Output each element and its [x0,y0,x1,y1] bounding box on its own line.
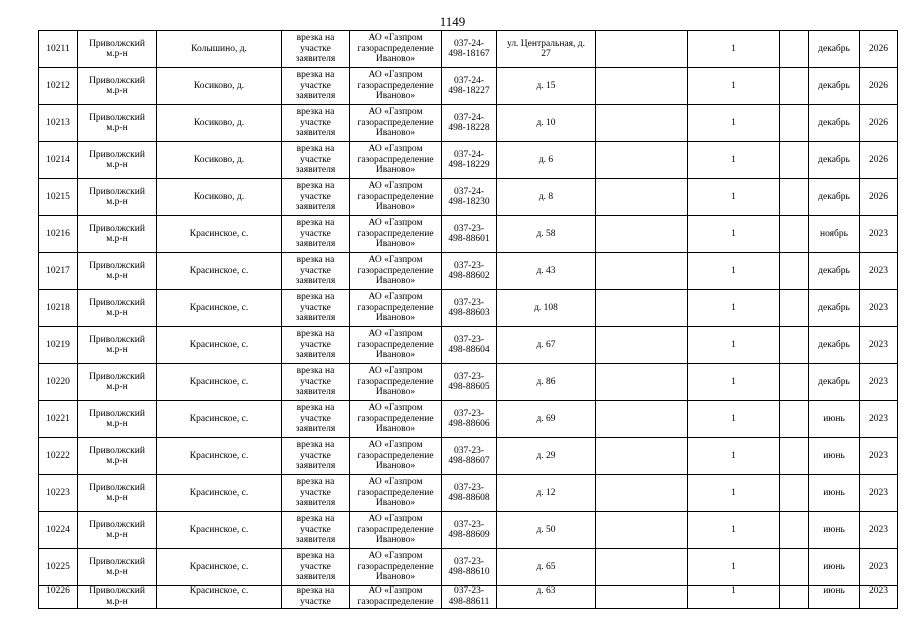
work-type-cell: врезка на участке заявителя [282,549,350,586]
quantity-cell: 1 [688,216,780,253]
quantity-cell: 1 [688,68,780,105]
address-cell: д. 86 [497,364,596,401]
row-id-cell: 10224 [39,512,78,549]
locality-cell: Косиково, д. [157,179,282,216]
work-type-cell: врезка на участке заявителя [282,438,350,475]
year-cell: 2026 [860,68,898,105]
district-cell: Приволжский м.р-н [78,31,157,68]
table-row [39,105,898,142]
empty-cell [596,105,688,142]
district-cell: Приволжский м.р-н [78,105,157,142]
organization-cell: АО «Газпром газораспределение Иваново» [350,364,442,401]
quantity-cell: 1 [688,253,780,290]
object-code-cell: 037-24- 498-18167 [442,31,497,68]
empty-cell [780,475,809,512]
quantity-cell: 1 [688,438,780,475]
work-type-cell: врезка на участке заявителя [282,290,350,327]
month-cell: декабрь [809,68,860,105]
month-cell: июнь [809,512,860,549]
locality-cell: Косиково, д. [157,105,282,142]
year-cell: 2023 [860,401,898,438]
organization-cell: АО «Газпром газораспределение Иваново» [350,105,442,142]
object-code-cell: 037-23- 498-88604 [442,327,497,364]
locality-cell: Красинское, с. [157,216,282,253]
object-code-cell: 037-23- 498-88608 [442,475,497,512]
district-cell: Приволжский м.р-н [78,68,157,105]
table-row [39,290,898,327]
work-type-cell: врезка на участке заявителя [282,327,350,364]
empty-cell [780,253,809,290]
object-code-cell: 037-24- 498-18229 [442,142,497,179]
empty-cell [780,142,809,179]
quantity-cell: 1 [688,179,780,216]
locality-cell: Красинское, с. [157,401,282,438]
organization-cell: АО «Газпром газораспределение Иваново» [350,253,442,290]
month-cell: декабрь [809,31,860,68]
locality-cell: Красинское, с. [157,438,282,475]
address-cell: д. 12 [497,475,596,512]
month-cell: декабрь [809,179,860,216]
row-id-cell: 10214 [39,142,78,179]
empty-cell [596,549,688,586]
address-cell: д. 29 [497,438,596,475]
organization-cell: АО «Газпром газораспределение Иваново» [350,438,442,475]
row-id-cell: 10215 [39,179,78,216]
page-number: 1149 [439,14,466,29]
month-cell: декабрь [809,142,860,179]
table-row [39,475,898,512]
locality-cell: Красинское, с. [157,586,282,609]
address-cell: д. 108 [497,290,596,327]
table-row [39,327,898,364]
empty-cell [780,364,809,401]
row-id-cell: 10219 [39,327,78,364]
work-type-cell: врезка на участке заявителя [282,475,350,512]
organization-cell: АО «Газпром газораспределение Иваново» [350,290,442,327]
quantity-cell: 1 [688,586,780,609]
month-cell: июнь [809,549,860,586]
year-cell: 2023 [860,216,898,253]
year-cell: 2023 [860,364,898,401]
table-row [39,401,898,438]
empty-cell [596,31,688,68]
empty-cell [596,216,688,253]
address-cell: д. 15 [497,68,596,105]
district-cell: Приволжский м.р-н [78,179,157,216]
year-cell: 2026 [860,31,898,68]
table-row [39,68,898,105]
district-cell: Приволжский м.р-н [78,142,157,179]
work-type-cell: врезка на участке заявителя [282,401,350,438]
organization-cell: АО «Газпром газораспределение Иваново» [350,327,442,364]
work-type-cell: врезка на участке заявителя [282,105,350,142]
organization-cell: АО «Газпром газораспределение [350,586,442,609]
object-code-cell: 037-23- 498-88601 [442,216,497,253]
table-row [39,253,898,290]
month-cell: июнь [809,438,860,475]
row-id-cell: 10221 [39,401,78,438]
locality-cell: Косиково, д. [157,68,282,105]
table-row [39,586,898,609]
locality-cell: Красинское, с. [157,475,282,512]
district-cell: Приволжский м.р-н [78,327,157,364]
object-code-cell: 037-23- 498-88602 [442,253,497,290]
empty-cell [596,438,688,475]
year-cell: 2023 [860,438,898,475]
month-cell: декабрь [809,364,860,401]
work-type-cell: врезка на участке заявителя [282,512,350,549]
object-code-cell: 037-24- 498-18228 [442,105,497,142]
year-cell: 2026 [860,105,898,142]
empty-cell [780,105,809,142]
work-type-cell: врезка на участке заявителя [282,31,350,68]
empty-cell [780,512,809,549]
work-type-cell: врезка на участке заявителя [282,179,350,216]
month-cell: декабрь [809,327,860,364]
row-id-cell: 10218 [39,290,78,327]
table-row [39,438,898,475]
table-row [39,549,898,586]
organization-cell: АО «Газпром газораспределение Иваново» [350,401,442,438]
object-code-cell: 037-23- 498-88609 [442,512,497,549]
quantity-cell: 1 [688,364,780,401]
address-cell: ул. Центральная, д. 27 [497,31,596,68]
month-cell: июнь [809,401,860,438]
empty-cell [780,179,809,216]
work-type-cell: врезка на участке [282,586,350,609]
locality-cell: Красинское, с. [157,290,282,327]
work-type-cell: врезка на участке заявителя [282,364,350,401]
empty-cell [596,327,688,364]
row-id-cell: 10217 [39,253,78,290]
work-type-cell: врезка на участке заявителя [282,142,350,179]
year-cell: 2023 [860,475,898,512]
year-cell: 2026 [860,142,898,179]
empty-cell [596,142,688,179]
empty-cell [596,68,688,105]
empty-cell [596,179,688,216]
address-cell: д. 69 [497,401,596,438]
row-id-cell: 10223 [39,475,78,512]
address-cell: д. 65 [497,549,596,586]
quantity-cell: 1 [688,549,780,586]
object-code-cell: 037-23- 498-88607 [442,438,497,475]
address-cell: д. 43 [497,253,596,290]
object-code-cell: 037-23- 498-88603 [442,290,497,327]
object-code-cell: 037-23- 498-88606 [442,401,497,438]
empty-cell [780,31,809,68]
row-id-cell: 10211 [39,31,78,68]
empty-cell [596,586,688,609]
address-cell: д. 6 [497,142,596,179]
district-cell: Приволжский м.р-н [78,549,157,586]
year-cell: 2023 [860,512,898,549]
organization-cell: АО «Газпром газораспределение Иваново» [350,68,442,105]
table-row [39,179,898,216]
month-cell: декабрь [809,105,860,142]
object-code-cell: 037-23- 498-88605 [442,364,497,401]
empty-cell [596,512,688,549]
empty-cell [780,68,809,105]
district-cell: Приволжский м.р-н [78,364,157,401]
empty-cell [780,401,809,438]
year-cell: 2023 [860,290,898,327]
locality-cell: Красинское, с. [157,549,282,586]
year-cell: 2026 [860,179,898,216]
year-cell: 2023 [860,327,898,364]
empty-cell [780,586,809,609]
object-code-cell: 037-23- 498-88610 [442,549,497,586]
empty-cell [596,364,688,401]
district-cell: Приволжский м.р-н [78,401,157,438]
object-code-cell: 037-24- 498-18230 [442,179,497,216]
empty-cell [780,290,809,327]
quantity-cell: 1 [688,512,780,549]
month-cell: декабрь [809,290,860,327]
work-type-cell: врезка на участке заявителя [282,216,350,253]
month-cell: июнь [809,586,860,609]
address-cell: д. 8 [497,179,596,216]
row-id-cell: 10220 [39,364,78,401]
object-code-cell: 037-23- 498-88611 [442,586,497,609]
district-cell: Приволжский м.р-н [78,438,157,475]
row-id-cell: 10213 [39,105,78,142]
empty-cell [780,216,809,253]
table-row [39,512,898,549]
empty-cell [596,290,688,327]
empty-cell [780,549,809,586]
address-cell: д. 58 [497,216,596,253]
locality-cell: Колышино, д. [157,31,282,68]
table-row [39,31,898,68]
organization-cell: АО «Газпром газораспределение Иваново» [350,512,442,549]
district-cell: Приволжский м.р-н [78,586,157,609]
row-id-cell: 10222 [39,438,78,475]
row-id-cell: 10216 [39,216,78,253]
year-cell: 2023 [860,586,898,609]
month-cell: июнь [809,475,860,512]
address-cell: д. 10 [497,105,596,142]
district-cell: Приволжский м.р-н [78,475,157,512]
locality-cell: Красинское, с. [157,253,282,290]
row-id-cell: 10212 [39,68,78,105]
quantity-cell: 1 [688,401,780,438]
row-id-cell: 10226 [39,586,78,609]
district-cell: Приволжский м.р-н [78,216,157,253]
district-cell: Приволжский м.р-н [78,290,157,327]
table-row [39,364,898,401]
locality-cell: Красинское, с. [157,512,282,549]
year-cell: 2023 [860,253,898,290]
quantity-cell: 1 [688,31,780,68]
locality-cell: Красинское, с. [157,327,282,364]
quantity-cell: 1 [688,105,780,142]
quantity-cell: 1 [688,142,780,179]
organization-cell: АО «Газпром газораспределение Иваново» [350,142,442,179]
table-row [39,142,898,179]
district-cell: Приволжский м.р-н [78,253,157,290]
row-id-cell: 10225 [39,549,78,586]
empty-cell [596,253,688,290]
empty-cell [596,475,688,512]
address-cell: д. 50 [497,512,596,549]
register-table [38,30,898,609]
month-cell: декабрь [809,253,860,290]
object-code-cell: 037-24- 498-18227 [442,68,497,105]
work-type-cell: врезка на участке заявителя [282,253,350,290]
organization-cell: АО «Газпром газораспределение Иваново» [350,475,442,512]
locality-cell: Красинское, с. [157,364,282,401]
quantity-cell: 1 [688,327,780,364]
month-cell: ноябрь [809,216,860,253]
address-cell: д. 67 [497,327,596,364]
organization-cell: АО «Газпром газораспределение Иваново» [350,216,442,253]
empty-cell [780,327,809,364]
organization-cell: АО «Газпром газораспределение Иваново» [350,549,442,586]
organization-cell: АО «Газпром газораспределение Иваново» [350,179,442,216]
year-cell: 2023 [860,549,898,586]
empty-cell [780,438,809,475]
address-cell: д. 63 [497,586,596,609]
table-row [39,216,898,253]
locality-cell: Косиково, д. [157,142,282,179]
district-cell: Приволжский м.р-н [78,512,157,549]
empty-cell [596,401,688,438]
work-type-cell: врезка на участке заявителя [282,68,350,105]
quantity-cell: 1 [688,475,780,512]
quantity-cell: 1 [688,290,780,327]
organization-cell: АО «Газпром газораспределение Иваново» [350,31,442,68]
